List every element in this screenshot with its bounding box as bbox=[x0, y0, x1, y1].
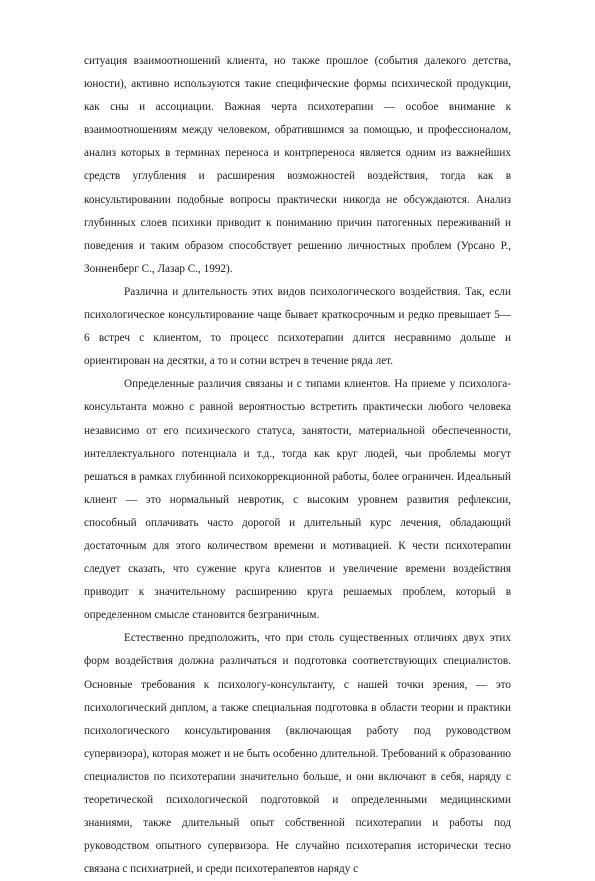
paragraph-1: ситуация взаимоотношений клиента, но также прошлое (события далекого детства, юности), активно используются такие специфические формы психической продукции, как сны и ассоциации. Важная черта психотерапии — особое внимание к взаимоотношениям между человеком, обратившимся за помощью, и профессионалом, анализ которых в терминах переноса и контрпереноса является одним из важнейших средств углубления и расширения возможностей воздействия, тогда как в консультировании подобные вопросы практически никогда не обсуждаются. Анализ глубинных слоев психики приводит к пониманию причин патогенных переживаний и поведения и таким образом способствует решению личностных проблем (Урсано Р., Зонненберг С., Лазар С., 1992). bbox=[84, 55, 511, 275]
paragraph-3: Определенные различия связаны и с типами клиентов. На приеме у психолога-консультанта можно с равной вероятностью встретить практически любого человека независимо от его психического статуса, занятости, материальной обеспеченности, интеллектуального потенциала и т.д., тогда как круг людей, чьи проблемы могут решаться в рамках глубинной психокоррекционной работы, более ограничен. Идеальный клиент — это нормальный невротик, с высоким уровнем развития рефлексии, способный оплачивать часто дорогой и длительный курс лечения, обладающий достаточным для этого количеством времени и мотивацией. К чести психотерапии следует сказать, что сужение круга клиентов и увеличение времени воздействия приводит к значительному расширению круга решаемых проблем, который в определенном смысле становится безграничным. bbox=[84, 378, 511, 622]
paragraph-4: Естественно предположить, что при столь существенных отличиях двух этих форм воздействия должна различаться и подготовка соответствующих специалистов. Основные требования к психологу-консультанту, с нашей точки зрения, — это психологический диплом, а также специальная подготовка в области теории и практики психологического консультирования (включающая работу под руководством супервизора), которая может и не быть особенно длительной. Требований к образованию специалистов по психотерапии значительно больше, и они включают в себя, наряду с теоретической психологической подготовкой и определенными медицинскими знаниями, также длительный опыт собственной психотерапии и работы под руководством опытного супервизора. Не случайно психотерапия исторически тесно связана с психиатрией, и среди психотерапевтов наряду с bbox=[84, 632, 511, 876]
body-text bbox=[84, 50, 511, 881]
paragraph-2: Различна и длительность этих видов психологического воздействия. Так, если психологическое консультирование чаще бывает краткосрочным и редко превышает 5—6 встреч с клиентом, то процесс психотерапии длится несравнимо дольше и ориентирован на десятки, а то и сотни встреч в течение ряда лет. bbox=[84, 285, 511, 368]
